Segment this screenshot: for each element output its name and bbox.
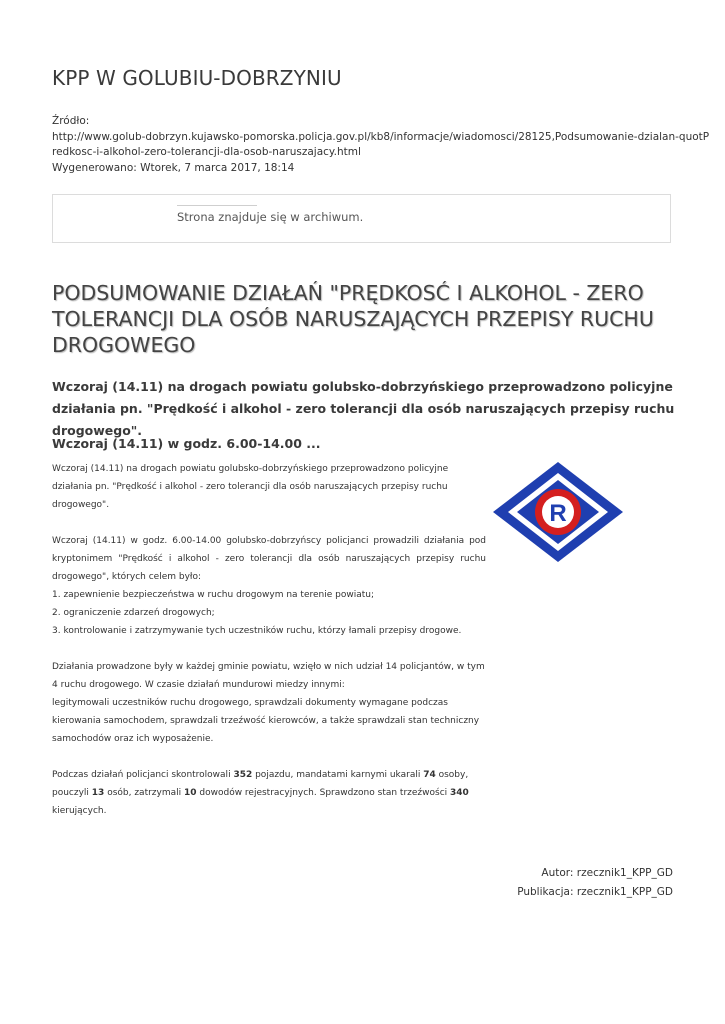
summary-text-6: kierujących.	[52, 806, 107, 816]
count-documents: 10	[184, 788, 197, 798]
count-fined: 74	[423, 770, 436, 780]
source-block	[52, 114, 710, 176]
paragraph-actions-1: Działania prowadzone były w każdej gminie powiatu, wzięło w nich udział 14 policjantów, w tym 4 ruchu drogowego. W czasie działań mundurowi miedzy innymi:	[52, 662, 485, 690]
archive-notice: Strona znajduje się w archiwum.	[177, 210, 364, 224]
count-drivers: 340	[450, 788, 469, 798]
article-body	[52, 460, 486, 838]
source-url-line-2[interactable]: redkosc-i-alkohol-zero-tolerancji-dla-osob-naruszajacy.html	[52, 146, 361, 158]
traffic-police-logo-icon	[491, 460, 625, 564]
publication-name: Publikacja: rzecznik1_KPP_GD	[517, 886, 673, 898]
paragraph-intro: Wczoraj (14.11) na drogach powiatu golubsko-dobrzyńskiego przeprowadzono policyjne działania pn. "Prędkość i alkohol - zero tolerancji dla osób naruszających przepisy ruchu drogowego".	[52, 464, 449, 510]
goal-item-2: 2. ograniczenie zdarzeń drogowych;	[52, 608, 215, 618]
article-subhead: Wczoraj (14.11) w godz. 6.00-14.00 ...	[52, 436, 321, 451]
count-vehicles: 352	[233, 770, 253, 780]
article-title: PODSUMOWANIE DZIAŁAŃ "PRĘDKOSĆ I ALKOHOL - ZERO TOLERANCJI DLA OSÓB NARUSZAJĄCYCH PRZEPISY RUCHU DROGOWEGO	[52, 281, 654, 357]
paragraph-summary	[52, 766, 486, 820]
goal-item-1: 1. zapewnienie bezpieczeństwa w ruchu drogowym na terenie powiatu;	[52, 590, 374, 600]
archive-divider	[177, 205, 257, 206]
paragraph-actions-2: legitymowali uczestników ruchu drogowego, sprawdzali dokumenty wymagane podczas kierowania samochodem, sprawdzali trzeźwość kierowców, a także sprawdzali stan techniczny samochodów oraz ich wyposażenie.	[52, 698, 480, 744]
source-url-line-1[interactable]: http://www.golub-dobrzyn.kujawsko-pomorska.policja.gov.pl/kb8/informacje/wiadomosci/28125,Podsumowanie-dzialan-quotP	[52, 130, 710, 143]
goal-item-3: 3. kontrolowanie i zatrzymywanie tych uczestników ruchu, którzy łamali przepisy drogowe.	[52, 626, 462, 636]
article-lead: Wczoraj (14.11) na drogach powiatu golubsko-dobrzyńskiego przeprowadzono policyjne działania pn. "Prędkość i alkohol - zero tolerancji dla osób naruszających przepisy ruchu drogowego".	[52, 379, 675, 438]
author-block	[517, 864, 673, 902]
summary-text-2: pojazdu, mandatami karnymi ukarali	[252, 770, 424, 780]
summary-text-4: osób, zatrzymali	[104, 788, 184, 798]
summary-text-3: osoby, pouczyli	[52, 770, 469, 798]
logo-letter: R	[549, 500, 567, 527]
archive-notice-box	[52, 194, 671, 243]
site-title: KPP W GOLUBIU-DOBRZYNIU	[52, 66, 342, 90]
paragraph-operation: Wczoraj (14.11) w godz. 6.00-14.00 golubsko-dobrzyńscy policjanci prowadzili działania pod kryptonimem "Prędkość i alkohol - zero tolerancji dla osób naruszających przepisy ruchu drogowego", których celem było:	[52, 536, 486, 582]
count-warned: 13	[91, 788, 105, 798]
summary-text-5: dowodów rejestracyjnych. Sprawdzono stan trzeźwości	[196, 788, 451, 798]
summary-text-1: Podczas działań policjanci skontrolowali	[52, 770, 234, 780]
author-name: Autor: rzecznik1_KPP_GD	[541, 867, 673, 879]
generated-date: Wygenerowano: Wtorek, 7 marca 2017, 18:14	[52, 161, 295, 174]
source-label: Źródło:	[52, 115, 90, 127]
